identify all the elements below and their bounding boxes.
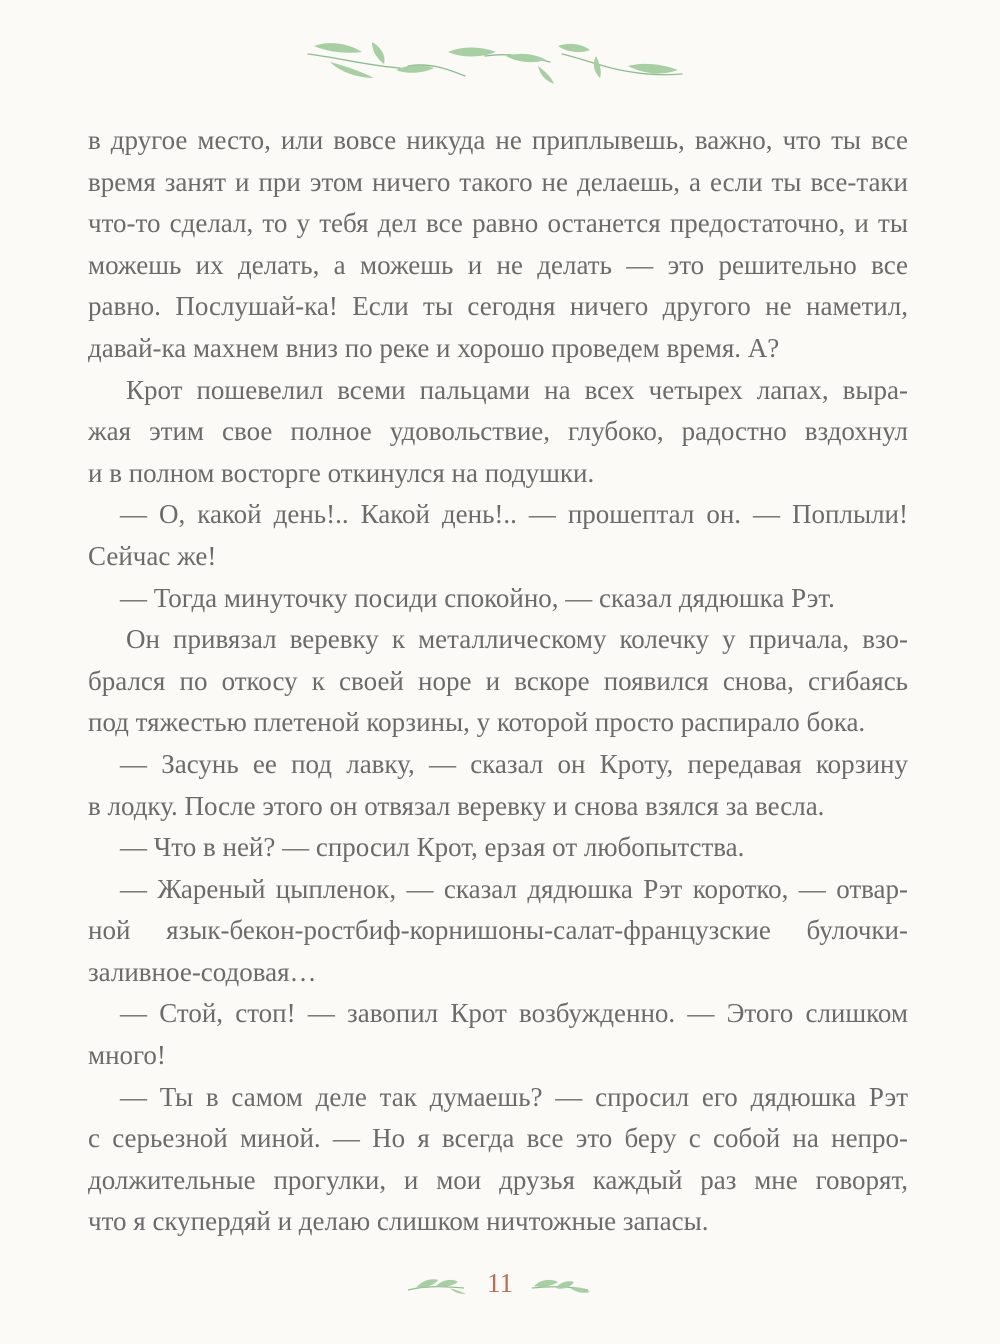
text-line: должительные прогулки, и мои друзья каждый раз мне говорят, <box>88 1164 908 1195</box>
text-line: много! <box>88 1040 166 1071</box>
top-vine-ornament <box>300 36 690 86</box>
text-line: — Тогда минуточку посиди спокойно, — сказал дядюшка Рэт. <box>120 582 835 613</box>
text-line: — Что в ней? — спросил Крот, ерзая от любопытства. <box>120 832 745 863</box>
text-line: — Стой, стоп! — завопил Крот возбужденно. — Этого слишком <box>120 998 908 1029</box>
text-line: Сейчас же! <box>88 540 217 571</box>
text-line: давай-ка махнем вниз по реке и хорошо проведем время. А? <box>88 332 780 363</box>
text-line: жая этим свое полное удовольствие, глубоко, радостно вздохнул <box>88 416 908 447</box>
text-line: с серьезной миной. — Но я всегда все это беру с собой на непро- <box>88 1123 908 1154</box>
page-number: 11 <box>487 1268 513 1298</box>
text-line: ной язык-бекон-ростбиф-корнишоны-салат-французские булочки- <box>88 915 908 946</box>
text-line: можешь их делать, а можешь и не делать — это решительно все <box>88 249 908 280</box>
text-line: и в полном восторге откинулся на подушки. <box>88 457 595 488</box>
text-line: — Жареный цыпленок, — сказал дядюшка Рэт коротко, — отвар- <box>120 873 908 904</box>
text-line: Он привязал веревку к металлическому колечку у причала, взо- <box>126 624 908 655</box>
text-line: Крот пошевелил всеми пальцами на всех четырех лапах, выра- <box>126 374 908 405</box>
text-line: под тяжестью плетеной корзины, у которой просто распирало бока. <box>88 707 866 738</box>
text-line: время занят и при этом ничего такого не делаешь, а если ты все-таки <box>88 166 908 197</box>
text-line: в лодку. После этого он отвязал веревку и снова взялся за весла. <box>88 790 825 821</box>
text-line: в другое место, или вовсе никуда не приплывешь, важно, что ты все <box>88 125 908 155</box>
text-line: равно. Послушай-ка! Если ты сегодня ничего другого не наметил, <box>88 291 908 322</box>
text-line: — Засунь ее под лавку, — сказал он Кроту, передавая корзину <box>120 748 908 779</box>
text-line: — О, какой день!.. Какой день!.. — прошептал он. — Поплыли! <box>120 499 908 530</box>
footer-left-vine-ornament <box>406 1274 468 1296</box>
text-line: что я скупердяй и делаю слишком ничтожные запасы. <box>88 1206 709 1237</box>
text-line: брался по откосу к своей норе и вскоре появился снова, сгибаясь <box>88 665 908 696</box>
page-text <box>88 120 908 1243</box>
footer-right-vine-ornament <box>530 1274 592 1296</box>
text-line: что-то сделал, то у тебя дел все равно останется предостаточно, и ты <box>88 208 908 239</box>
text-line: — Ты в самом деле так думаешь? — спросил его дядюшка Рэт <box>120 1081 908 1112</box>
text-line: заливное-содовая… <box>88 956 317 987</box>
page-footer <box>0 1268 1000 1298</box>
